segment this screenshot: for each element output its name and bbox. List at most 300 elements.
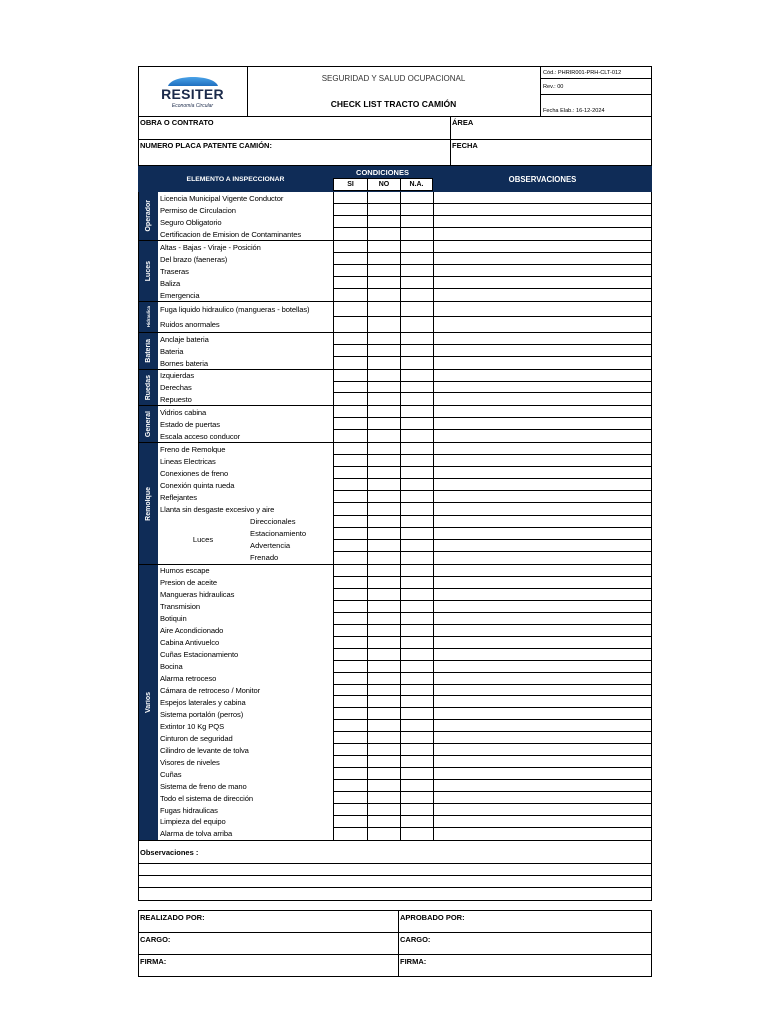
condition-si-cell[interactable] [333, 228, 367, 240]
section-remolque [138, 443, 652, 565]
checklist-row [158, 357, 651, 369]
plate-label: NUMERO PLACA PATENTE CAMIÓN: [140, 141, 272, 150]
condition-na-cell[interactable] [400, 455, 433, 467]
condition-no-cell[interactable] [367, 708, 400, 720]
condition-si-cell[interactable] [333, 406, 367, 418]
title-cell [248, 67, 541, 116]
checklist-item-label: Transmision [160, 602, 200, 612]
checklist-row [158, 192, 651, 204]
condition-na-cell[interactable] [400, 649, 433, 661]
observation-cell[interactable] [433, 467, 651, 479]
condition-no-cell[interactable] [367, 756, 400, 768]
checklist-row [158, 370, 651, 382]
observation-cell[interactable] [433, 661, 651, 673]
checklist-item-label: Ruidos anormales [160, 320, 220, 329]
condition-si-cell[interactable] [333, 345, 367, 357]
observation-cell[interactable] [433, 228, 651, 240]
approved-cargo-field[interactable] [399, 933, 651, 954]
checklist-item-label: Cinturon de seguridad [160, 733, 233, 743]
document-date: Fecha Elab.: 16-12-2024 [543, 108, 605, 114]
observation-cell[interactable] [433, 589, 651, 601]
subgroup-rows [248, 516, 651, 564]
condition-no-cell[interactable] [367, 192, 400, 204]
condition-na-cell[interactable] [400, 317, 433, 332]
condition-na-cell[interactable] [400, 613, 433, 625]
observation-cell[interactable] [433, 780, 651, 792]
condition-no-cell[interactable] [367, 289, 400, 301]
observation-cell[interactable] [433, 455, 651, 467]
condition-si-cell[interactable] [333, 552, 367, 564]
condition-no-cell[interactable] [367, 601, 400, 613]
checklist-item-label: Reflejantes [160, 492, 197, 502]
observation-cell[interactable] [433, 241, 651, 253]
document-header [138, 66, 652, 117]
section-rows [158, 333, 651, 369]
observation-cell[interactable] [433, 418, 651, 430]
condition-no-cell[interactable] [367, 418, 400, 430]
observation-cell[interactable] [433, 430, 651, 442]
condition-no-cell[interactable] [367, 540, 400, 552]
condition-si-cell[interactable] [333, 589, 367, 601]
condition-no-cell[interactable] [367, 430, 400, 442]
condition-no-cell[interactable] [367, 467, 400, 479]
condition-no-cell[interactable] [367, 406, 400, 418]
condition-no-cell[interactable] [367, 577, 400, 589]
approved-signature-field[interactable] [399, 955, 651, 976]
observations-label-row[interactable] [139, 841, 651, 864]
condition-no-cell[interactable] [367, 828, 400, 840]
condition-si-cell[interactable] [333, 393, 367, 405]
checklist-item-label: Llanta sin desgaste excesivo y aire [160, 505, 275, 515]
condition-na-cell[interactable] [400, 732, 433, 744]
condition-si-cell[interactable] [333, 625, 367, 637]
condition-na-cell[interactable] [400, 768, 433, 780]
condition-na-header: N.A. [400, 178, 433, 191]
condition-na-cell[interactable] [400, 467, 433, 479]
condition-no-cell[interactable] [367, 804, 400, 816]
checklist-item-label: Permiso de Circulacion [160, 205, 236, 215]
observation-cell[interactable] [433, 204, 651, 216]
signature-row-cargo [139, 933, 651, 955]
condition-si-cell[interactable] [333, 732, 367, 744]
observation-cell[interactable] [433, 345, 651, 357]
condition-no-cell[interactable] [367, 816, 400, 828]
condition-si-cell[interactable] [333, 289, 367, 301]
condition-no-cell[interactable] [367, 370, 400, 382]
observation-cell[interactable] [433, 406, 651, 418]
logo-tagline: Economía Circular [171, 103, 214, 109]
condition-no-cell[interactable] [367, 673, 400, 685]
condition-si-cell[interactable] [333, 516, 367, 528]
condition-na-cell[interactable] [400, 241, 433, 253]
condition-si-cell[interactable] [333, 503, 367, 515]
observation-cell[interactable] [433, 637, 651, 649]
observation-cell[interactable] [433, 491, 651, 503]
checklist-row [158, 661, 651, 673]
condition-no-cell[interactable] [367, 317, 400, 332]
condition-na-cell[interactable] [400, 673, 433, 685]
section-rows [158, 302, 651, 332]
area-field[interactable] [451, 117, 651, 139]
condition-no-cell[interactable] [367, 732, 400, 744]
condition-no-cell[interactable] [367, 253, 400, 265]
condition-si-cell[interactable] [333, 613, 367, 625]
observation-cell[interactable] [433, 756, 651, 768]
observation-cell[interactable] [433, 804, 651, 816]
document-revision: Rev.: 00 [541, 79, 651, 95]
condition-na-cell[interactable] [400, 756, 433, 768]
condition-na-cell[interactable] [400, 528, 433, 540]
condition-na-cell[interactable] [400, 357, 433, 369]
conditions-column-header [333, 166, 432, 192]
condition-si-cell[interactable] [333, 455, 367, 467]
condition-si-cell[interactable] [333, 540, 367, 552]
observation-cell[interactable] [433, 768, 651, 780]
condition-na-cell[interactable] [400, 816, 433, 828]
observation-cell[interactable] [433, 720, 651, 732]
checklist-row [158, 804, 651, 816]
approved-cargo-label: CARGO: [400, 935, 431, 944]
condition-no-cell[interactable] [367, 768, 400, 780]
condition-na-cell[interactable] [400, 708, 433, 720]
condition-na-cell[interactable] [400, 393, 433, 405]
condition-no-cell[interactable] [367, 503, 400, 515]
condition-na-cell[interactable] [400, 780, 433, 792]
condition-no-cell[interactable] [367, 345, 400, 357]
category-label-general: General [145, 410, 152, 438]
condition-na-cell[interactable] [400, 192, 433, 204]
info-block [138, 117, 652, 166]
condition-si-cell[interactable] [333, 241, 367, 253]
condition-si-cell[interactable] [333, 685, 367, 697]
condition-si-cell[interactable] [333, 253, 367, 265]
condition-si-cell[interactable] [333, 277, 367, 289]
checklist-row [158, 732, 651, 744]
condition-no-cell[interactable] [367, 744, 400, 756]
condition-no-cell[interactable] [367, 780, 400, 792]
category-label-ruedas: Ruedas [145, 374, 152, 401]
checklist-row [158, 265, 651, 277]
condition-na-cell[interactable] [400, 565, 433, 577]
observations-line[interactable] [139, 876, 651, 888]
category-label-hidraulica: Hidraulica [146, 306, 151, 328]
condition-si-cell[interactable] [333, 333, 367, 345]
plate-field[interactable] [139, 140, 451, 165]
condition-si-cell[interactable] [333, 317, 367, 332]
condition-no-cell[interactable] [367, 228, 400, 240]
condition-no-cell[interactable] [367, 649, 400, 661]
condition-no-cell[interactable] [367, 265, 400, 277]
condition-no-cell[interactable] [367, 625, 400, 637]
condition-si-cell[interactable] [333, 601, 367, 613]
checklist-subitem-label: Frenado [250, 553, 279, 563]
observation-cell[interactable] [433, 601, 651, 613]
checklist-subitem-label: Advertencia [250, 541, 291, 551]
observation-cell[interactable] [433, 289, 651, 301]
observation-cell[interactable] [433, 565, 651, 577]
condition-no-cell[interactable] [367, 393, 400, 405]
condition-no-cell[interactable] [367, 685, 400, 697]
checklist-row [158, 455, 651, 467]
condition-si-cell[interactable] [333, 302, 367, 317]
checklist-item-label: Humos escape [160, 566, 210, 576]
condition-si-cell[interactable] [333, 792, 367, 804]
condition-na-cell[interactable] [400, 406, 433, 418]
observation-cell[interactable] [433, 685, 651, 697]
condition-na-cell[interactable] [400, 792, 433, 804]
condition-no-cell[interactable] [367, 382, 400, 394]
condition-si-cell[interactable] [333, 216, 367, 228]
realized-signature-field[interactable] [139, 955, 399, 976]
observation-cell[interactable] [433, 540, 651, 552]
observation-cell[interactable] [433, 443, 651, 455]
category-label-luces: Luces [145, 260, 152, 282]
condition-na-cell[interactable] [400, 625, 433, 637]
condition-si-cell[interactable] [333, 565, 367, 577]
condition-na-cell[interactable] [400, 720, 433, 732]
checklist-row [158, 613, 651, 625]
condition-na-cell[interactable] [400, 418, 433, 430]
observation-cell[interactable] [433, 393, 651, 405]
observation-cell[interactable] [433, 265, 651, 277]
section-rows [158, 406, 651, 442]
condition-na-cell[interactable] [400, 804, 433, 816]
checklist-row [158, 503, 651, 515]
category-label-remolque: Remolque [145, 486, 152, 521]
observation-cell[interactable] [433, 516, 651, 528]
signature-block [138, 910, 652, 977]
condition-no-cell[interactable] [367, 443, 400, 455]
condition-si-cell[interactable] [333, 528, 367, 540]
category-ruedas [139, 370, 158, 405]
approved-by-field[interactable] [399, 911, 651, 932]
condition-si-cell[interactable] [333, 661, 367, 673]
observation-cell[interactable] [433, 503, 651, 515]
condition-si-cell[interactable] [333, 756, 367, 768]
condition-na-cell[interactable] [400, 265, 433, 277]
condition-si-cell[interactable] [333, 708, 367, 720]
condition-si-cell[interactable] [333, 370, 367, 382]
checklist-item-label: Baliza [160, 278, 181, 288]
checklist-row [158, 696, 651, 708]
observation-cell[interactable] [433, 732, 651, 744]
condition-no-cell[interactable] [367, 661, 400, 673]
checklist-item-label: Botiquin [160, 614, 187, 624]
condition-na-cell[interactable] [400, 540, 433, 552]
category-varios [139, 565, 158, 840]
condition-na-cell[interactable] [400, 345, 433, 357]
condition-si-cell[interactable] [333, 720, 367, 732]
signature-row-firma [139, 955, 651, 976]
condition-na-cell[interactable] [400, 228, 433, 240]
section-bateria [138, 333, 652, 370]
checklist-row [158, 317, 651, 332]
condition-si-cell[interactable] [333, 828, 367, 840]
checklist-row [158, 720, 651, 732]
condition-no-cell[interactable] [367, 552, 400, 564]
document-code: Cód.: PHRIR001-PRH-CLT-012 [541, 67, 651, 79]
checklist-subitem-label: Estacionamiento [250, 529, 307, 539]
condition-si-cell[interactable] [333, 744, 367, 756]
condition-no-cell[interactable] [367, 720, 400, 732]
condition-na-cell[interactable] [400, 333, 433, 345]
checklist-item-label: Freno de Remolque [160, 444, 226, 454]
checklist-row [158, 467, 651, 479]
section-rows [158, 192, 651, 240]
observation-cell[interactable] [433, 649, 651, 661]
condition-si-cell[interactable] [333, 265, 367, 277]
observation-cell[interactable] [433, 192, 651, 204]
condition-si-cell[interactable] [333, 192, 367, 204]
condition-no-cell[interactable] [367, 333, 400, 345]
observation-cell[interactable] [433, 528, 651, 540]
checklist-row [158, 685, 651, 697]
condition-na-cell[interactable] [400, 289, 433, 301]
observation-cell[interactable] [433, 333, 651, 345]
observation-cell[interactable] [433, 370, 651, 382]
observation-cell[interactable] [433, 382, 651, 394]
condition-na-cell[interactable] [400, 601, 433, 613]
condition-si-cell[interactable] [333, 696, 367, 708]
condition-si-cell[interactable] [333, 382, 367, 394]
condition-na-cell[interactable] [400, 382, 433, 394]
condition-no-cell[interactable] [367, 792, 400, 804]
observation-cell[interactable] [433, 625, 651, 637]
condition-na-cell[interactable] [400, 443, 433, 455]
observations-line[interactable] [139, 864, 651, 876]
logo-dome-icon [168, 73, 218, 86]
condition-no-cell[interactable] [367, 491, 400, 503]
condition-si-cell[interactable] [333, 418, 367, 430]
date-field[interactable] [451, 140, 651, 165]
condition-na-cell[interactable] [400, 577, 433, 589]
condition-na-cell[interactable] [400, 516, 433, 528]
condition-no-cell[interactable] [367, 565, 400, 577]
condition-si-cell[interactable] [333, 649, 367, 661]
condition-no-cell[interactable] [367, 357, 400, 369]
observation-cell[interactable] [433, 613, 651, 625]
condition-no-cell[interactable] [367, 302, 400, 317]
checklist-item-label: Limpieza del equipo [160, 817, 226, 827]
observation-cell[interactable] [433, 816, 651, 828]
observation-cell[interactable] [433, 277, 651, 289]
condition-si-cell[interactable] [333, 204, 367, 216]
condition-no-cell[interactable] [367, 528, 400, 540]
condition-no-cell[interactable] [367, 455, 400, 467]
condition-na-cell[interactable] [400, 828, 433, 840]
condition-no-cell[interactable] [367, 516, 400, 528]
checklist-item-label: Alarma de tolva arriba [160, 829, 233, 839]
observation-cell[interactable] [433, 696, 651, 708]
observation-cell[interactable] [433, 577, 651, 589]
condition-na-cell[interactable] [400, 430, 433, 442]
observation-cell[interactable] [433, 302, 651, 317]
checklist-item-label: Cilindro de levante de tolva [160, 745, 249, 755]
condition-na-cell[interactable] [400, 479, 433, 491]
condition-na-cell[interactable] [400, 503, 433, 515]
observation-cell[interactable] [433, 479, 651, 491]
condition-na-cell[interactable] [400, 696, 433, 708]
observations-line[interactable] [139, 888, 651, 900]
checklist-row [158, 673, 651, 685]
observation-cell[interactable] [433, 708, 651, 720]
checklist-item-label: Presion de aceite [160, 578, 217, 588]
date-label: FECHA [452, 141, 478, 150]
condition-na-cell[interactable] [400, 302, 433, 317]
condition-na-cell[interactable] [400, 491, 433, 503]
condition-si-cell[interactable] [333, 637, 367, 649]
condition-na-cell[interactable] [400, 552, 433, 564]
checklist-row [158, 649, 651, 661]
checklist-row [158, 393, 651, 405]
condition-na-cell[interactable] [400, 253, 433, 265]
condition-no-cell[interactable] [367, 216, 400, 228]
category-general [139, 406, 158, 442]
contract-field[interactable] [139, 117, 451, 139]
condition-si-cell[interactable] [333, 443, 367, 455]
checklist-row [158, 277, 651, 289]
condition-si-cell[interactable] [333, 577, 367, 589]
checklist-row [158, 601, 651, 613]
observation-cell[interactable] [433, 253, 651, 265]
condition-no-cell[interactable] [367, 241, 400, 253]
observation-cell[interactable] [433, 357, 651, 369]
condition-no-cell[interactable] [367, 204, 400, 216]
condition-no-cell[interactable] [367, 637, 400, 649]
condition-si-cell[interactable] [333, 816, 367, 828]
section-luces [138, 241, 652, 302]
observation-cell[interactable] [433, 828, 651, 840]
checklist-item-label: Seguro Obligatorio [160, 217, 222, 227]
condition-na-cell[interactable] [400, 204, 433, 216]
condition-si-cell[interactable] [333, 673, 367, 685]
condition-no-cell[interactable] [367, 277, 400, 289]
condition-na-cell[interactable] [400, 685, 433, 697]
observation-cell[interactable] [433, 744, 651, 756]
condition-na-cell[interactable] [400, 370, 433, 382]
realized-cargo-field[interactable] [139, 933, 399, 954]
checklist-row [158, 637, 651, 649]
condition-si-cell[interactable] [333, 804, 367, 816]
observation-cell[interactable] [433, 673, 651, 685]
category-hidraulica [139, 302, 158, 332]
condition-na-cell[interactable] [400, 661, 433, 673]
condition-na-cell[interactable] [400, 277, 433, 289]
condition-no-cell[interactable] [367, 696, 400, 708]
condition-si-cell[interactable] [333, 430, 367, 442]
realized-by-field[interactable] [139, 911, 399, 932]
observation-cell[interactable] [433, 216, 651, 228]
observation-cell[interactable] [433, 792, 651, 804]
condition-si-cell[interactable] [333, 768, 367, 780]
condition-si-cell[interactable] [333, 491, 367, 503]
checklist-item-label: Del brazo (faeneras) [160, 254, 228, 264]
condition-si-cell[interactable] [333, 467, 367, 479]
condition-na-cell[interactable] [400, 589, 433, 601]
condition-no-cell[interactable] [367, 589, 400, 601]
condition-na-cell[interactable] [400, 637, 433, 649]
condition-si-cell[interactable] [333, 479, 367, 491]
condition-na-cell[interactable] [400, 744, 433, 756]
condition-si-cell[interactable] [333, 780, 367, 792]
observation-cell[interactable] [433, 317, 651, 332]
observation-cell[interactable] [433, 552, 651, 564]
condition-si-cell[interactable] [333, 357, 367, 369]
checklist-item-label: Traseras [160, 266, 189, 276]
condition-no-cell[interactable] [367, 479, 400, 491]
condition-na-cell[interactable] [400, 216, 433, 228]
condition-no-cell[interactable] [367, 613, 400, 625]
